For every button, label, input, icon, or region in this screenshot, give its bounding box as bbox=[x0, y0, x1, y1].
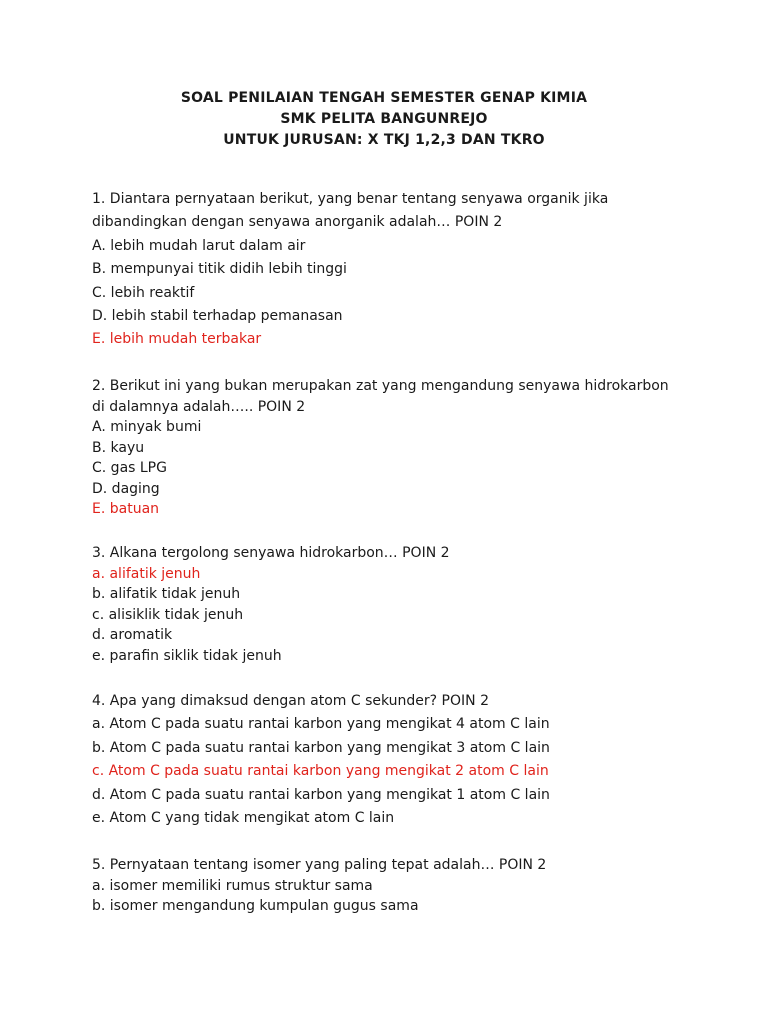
option-d: d. aromatik bbox=[92, 627, 173, 643]
header-school: SMK PELITA BANGUNREJO bbox=[280, 111, 488, 127]
option-e-answer: E. batuan bbox=[92, 501, 160, 517]
option-c: C. gas LPG bbox=[92, 460, 167, 476]
option-a-answer: a. alifatik jenuh bbox=[92, 565, 201, 582]
question-5 bbox=[92, 855, 692, 917]
option-b: b. isomer mengandung kumpulan gugus sama bbox=[92, 898, 419, 914]
question-1 bbox=[92, 188, 692, 352]
option-d: d. Atom C pada suatu rantai karbon yang mengikat 1 atom C lain bbox=[92, 786, 550, 803]
option-c-answer: c. Atom C pada suatu rantai karbon yang mengikat 2 atom C lain bbox=[92, 763, 549, 780]
option-d: D. daging bbox=[92, 480, 160, 497]
option-c: c. alisiklik tidak jenuh bbox=[92, 606, 244, 623]
header-major: UNTUK JURUSAN: X TKJ 1,2,3 DAN TKRO bbox=[223, 132, 545, 148]
option-b: b. Atom C pada suatu rantai karbon yang mengikat 3 atom C lain bbox=[92, 739, 550, 756]
question-stem: 1. Diantara pernyataan berikut, yang benar tentang senyawa organik jika bbox=[92, 191, 609, 207]
question-3 bbox=[92, 543, 692, 666]
option-e: e. Atom C yang tidak mengikat atom C lain bbox=[92, 809, 395, 826]
option-b: B. kayu bbox=[92, 439, 145, 456]
option-a: a. Atom C pada suatu rantai karbon yang mengikat 4 atom C lain bbox=[92, 716, 550, 733]
question-stem: 3. Alkana tergolong senyawa hidrokarbon… POIN 2 bbox=[92, 545, 450, 561]
question-4 bbox=[92, 690, 692, 830]
document-header bbox=[0, 88, 768, 151]
question-stem: di dalamnya adalah….. POIN 2 bbox=[92, 398, 306, 415]
header-title: SOAL PENILAIAN TENGAH SEMESTER GENAP KIMIA bbox=[180, 90, 588, 106]
option-a: a. isomer memiliki rumus struktur sama bbox=[92, 877, 373, 894]
option-a: A. minyak bumi bbox=[92, 419, 202, 435]
question-stem: 4. Apa yang dimaksud dengan atom C sekunder? POIN 2 bbox=[92, 693, 489, 709]
option-b: B. mempunyai titik didih lebih tinggi bbox=[92, 261, 347, 278]
option-e-answer: E. lebih mudah terbakar bbox=[92, 331, 262, 348]
question-stem: 5. Pernyataan tentang isomer yang paling tepat adalah… POIN 2 bbox=[92, 857, 547, 873]
option-d: D. lebih stabil terhadap pemanasan bbox=[92, 307, 343, 324]
option-b: b. alifatik tidak jenuh bbox=[92, 586, 241, 602]
option-a: A. lebih mudah larut dalam air bbox=[92, 237, 306, 254]
option-e: e. parafin siklik tidak jenuh bbox=[92, 647, 282, 664]
question-stem: dibandingkan dengan senyawa anorganik adalah… POIN 2 bbox=[92, 214, 503, 231]
question-2 bbox=[92, 376, 692, 520]
question-stem: 2. Berikut ini yang bukan merupakan zat yang mengandung senyawa hidrokarbon bbox=[92, 378, 669, 394]
option-c: C. lebih reaktif bbox=[92, 284, 195, 301]
